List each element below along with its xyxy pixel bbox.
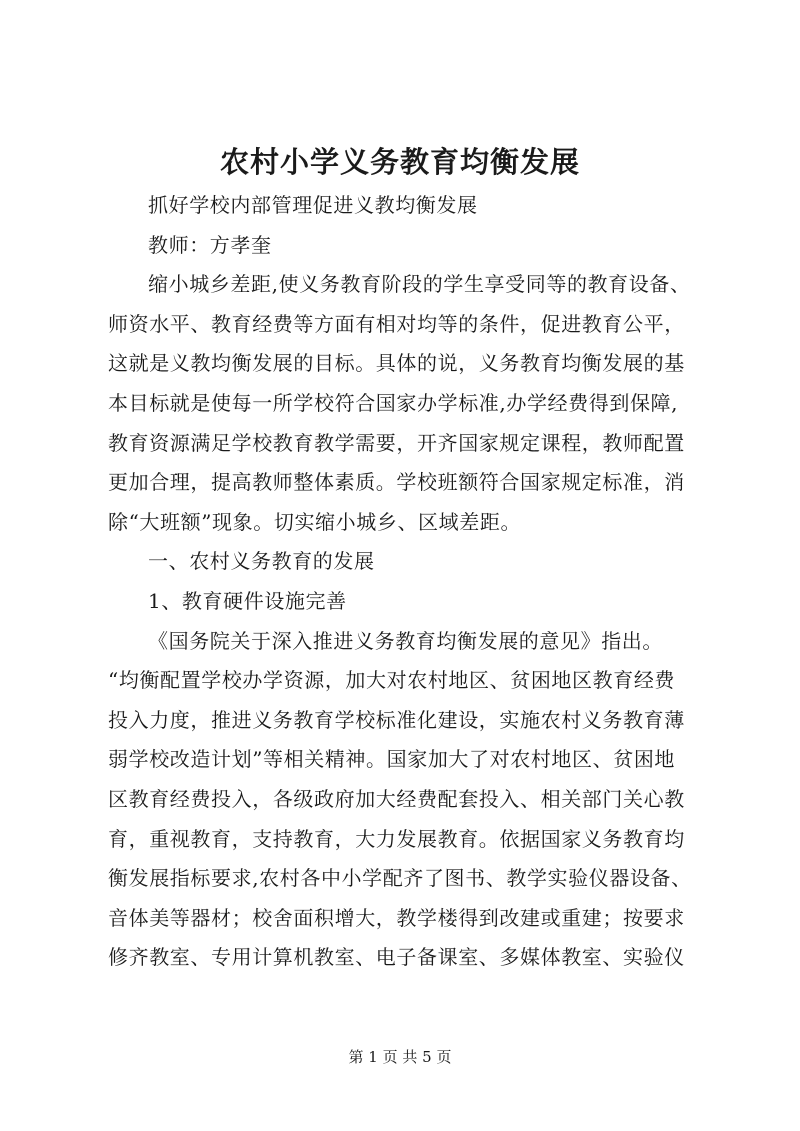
paragraph-intro: [108, 265, 708, 542]
paragraph-line: 区教育经费投入，各级政府加大经费配套投入、相关部门关心教: [108, 786, 685, 811]
document-title: 农村小学义务教育均衡发展: [219, 145, 580, 179]
paragraph-line: 衡发展指标要求,农村各中小学配齐了图书、教学实验仪器设备、: [108, 866, 692, 891]
subtitle: 抓好学校内部管理促进义教均衡发展: [148, 193, 478, 217]
paragraph-line: 师资水平、教育经费等方面有相对均等的条件，促进教育公平，: [108, 311, 685, 336]
paragraph-line: 除“大班额”现象。切实缩小城乡、区域差距。: [108, 509, 522, 534]
paragraph-line: 修齐教室、专用计算机教室、电子备课室、多媒体教室、实验仪: [108, 945, 685, 970]
paragraph-line: 缩小城乡差距,使义务教育阶段的学生享受同等的教育设备、: [148, 272, 691, 297]
paragraph-line: 更加合理，提高教师整体素质。学校班额符合国家规定标准，消: [108, 470, 685, 495]
paragraph-line: 投入力度，推进义务教育学校标准化建设，实施农村义务教育薄: [108, 707, 685, 732]
section-heading: 一、农村义务教育的发展: [148, 549, 375, 574]
paragraph-line: 育，重视教育，支持教育，大力发展教育。依据国家义务教育均: [108, 826, 685, 851]
author-line: 教师：方孝奎: [148, 232, 272, 257]
paragraph-line: 这就是义教均衡发展的目标。具体的说，义务教育均衡发展的基: [108, 351, 685, 376]
paragraph-line: “均衡配置学校办学资源，加大对农村地区、贫困地区教育经费: [108, 668, 676, 693]
paragraph-line: 弱学校改造计划”等相关精神。国家加大了对农村地区、贫困地: [108, 747, 676, 772]
page-number: 第 1 页 共 5 页: [348, 1048, 452, 1066]
paragraph-line: 教育资源满足学校教育教学需要，开齐国家规定课程，教师配置: [108, 430, 685, 455]
document-body: [108, 186, 708, 978]
paragraph-hardware: [108, 622, 708, 978]
subsection-heading: 1、教育硬件设施完善: [148, 588, 347, 613]
paragraph-line: 《国务院关于深入推进义务教育均衡发展的意见》指出。: [148, 628, 663, 653]
paragraph-line: 本目标就是使每一所学校符合国家办学标准,办学经费得到保障,: [108, 390, 679, 415]
paragraph-line: 音体美等器材；校舍面积增大，教学楼得到改建或重建；按要求: [108, 905, 685, 930]
